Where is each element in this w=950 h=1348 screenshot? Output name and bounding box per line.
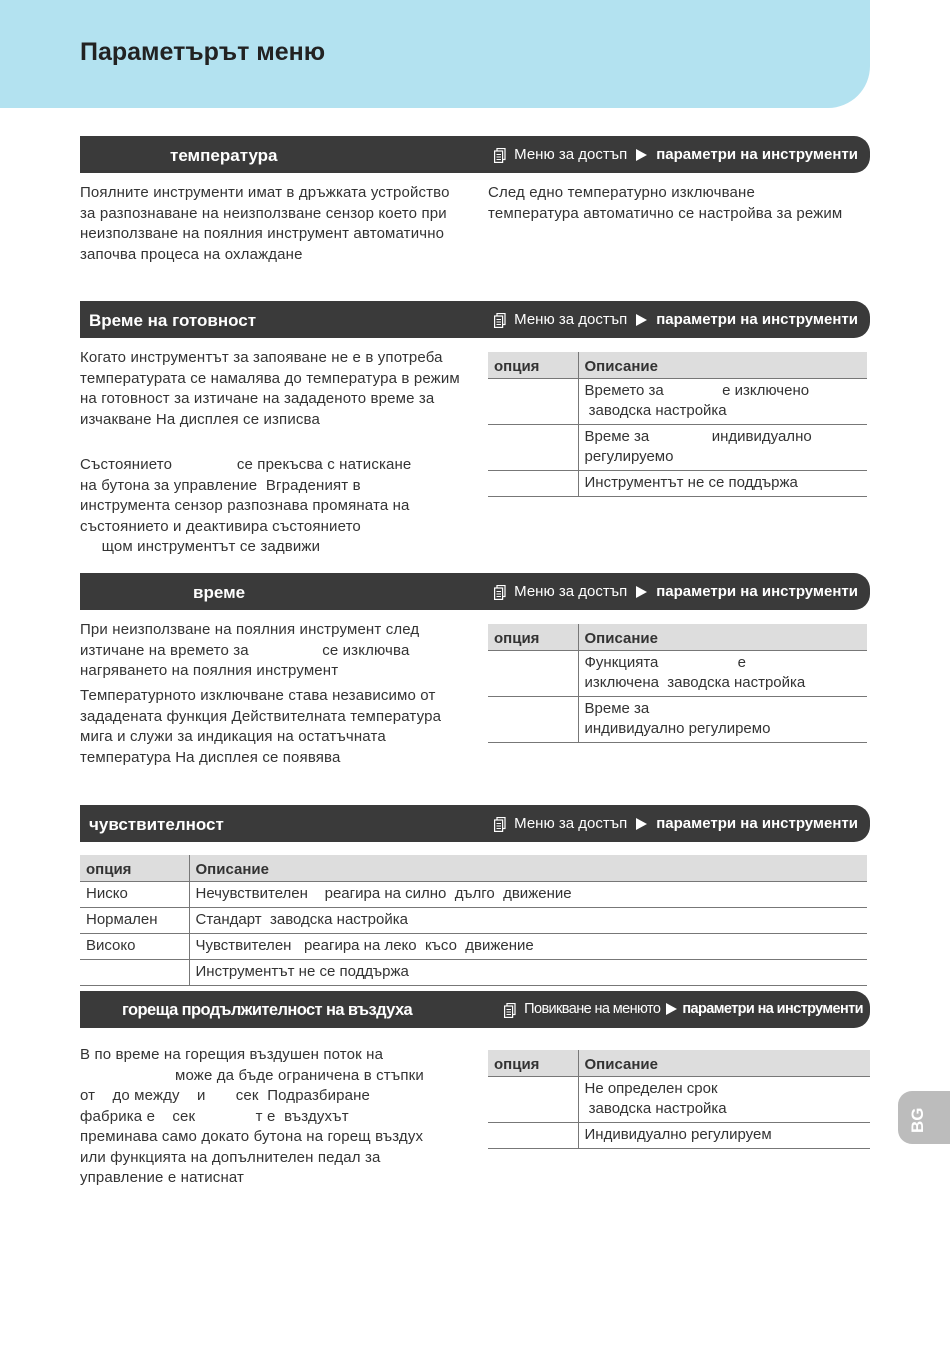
table-header-row bbox=[488, 624, 867, 651]
option-cell: Високо bbox=[80, 934, 189, 960]
hotair-text bbox=[80, 1045, 480, 1189]
access-path: параметри на инструменти bbox=[656, 815, 858, 832]
description-header: Описание bbox=[578, 624, 867, 651]
desc-line: Инструментът не се поддържа bbox=[584, 474, 798, 491]
description-header: Описание bbox=[578, 352, 867, 379]
menu-access-path bbox=[494, 311, 858, 328]
section-bar-sensitivity bbox=[80, 805, 870, 842]
description-header: Описание bbox=[189, 855, 867, 882]
menu-access-path bbox=[494, 815, 858, 832]
section-bar-time bbox=[80, 573, 870, 610]
section-title: температура bbox=[170, 146, 278, 165]
text-line: При неизползване на поялния инструмент след bbox=[80, 621, 420, 638]
desc-line: Време за индивидуално bbox=[584, 428, 812, 445]
option-cell bbox=[80, 960, 189, 986]
menu-icon bbox=[494, 585, 506, 600]
text-line: състоянието и деактивира състоянието bbox=[80, 517, 361, 535]
desc-line: Не определен срок bbox=[584, 1080, 718, 1097]
arrow-right-icon bbox=[636, 818, 647, 830]
menu-access-path bbox=[494, 583, 858, 600]
text-line: от до между и сек Подразбиране bbox=[80, 1087, 371, 1104]
option-cell bbox=[488, 379, 578, 425]
option-cell bbox=[488, 697, 578, 743]
access-label: Меню за достъп bbox=[514, 815, 628, 832]
text-line: Състоянието се прекъсва с натискане bbox=[80, 456, 412, 473]
option-cell bbox=[488, 471, 578, 497]
access-path: параметри на инструменти bbox=[656, 311, 858, 328]
desc-line: заводска настройка bbox=[584, 1100, 727, 1117]
option-header: опция bbox=[488, 1050, 578, 1077]
description-cell bbox=[578, 379, 867, 425]
section-title: време bbox=[193, 583, 246, 602]
menu-icon bbox=[494, 817, 506, 832]
table-row bbox=[488, 1077, 870, 1123]
menu-icon bbox=[494, 148, 506, 163]
option-cell bbox=[488, 425, 578, 471]
description-cell bbox=[578, 651, 867, 697]
arrow-right-icon bbox=[636, 149, 647, 161]
table-row bbox=[80, 960, 867, 986]
temperature-right-text: След едно температурно изключване температура автоматично се настройва за режим bbox=[488, 184, 843, 222]
access-label: Меню за достъп bbox=[514, 146, 628, 163]
sensitivity-options-table bbox=[80, 855, 867, 986]
desc-line: заводска настройка bbox=[584, 402, 727, 419]
desc-line: Индивидуално регулируем bbox=[584, 1126, 772, 1143]
menu-access-path bbox=[494, 146, 858, 163]
arrow-right-icon bbox=[636, 314, 647, 326]
table-row bbox=[488, 425, 867, 471]
description-cell: Инструментът не се поддържа bbox=[189, 960, 867, 986]
text-line: инструмента сензор разпознава промяната на bbox=[80, 497, 410, 514]
table-row bbox=[488, 471, 867, 497]
access-label: Меню за достъп bbox=[514, 311, 628, 328]
section-bar-standby bbox=[80, 301, 870, 338]
access-path: параметри на инструменти bbox=[656, 146, 858, 163]
access-label: Меню за достъп bbox=[514, 583, 628, 600]
access-path: параметри на инструменти bbox=[682, 1001, 863, 1017]
description-cell bbox=[578, 471, 867, 497]
text-line: изтичане на времето за се изключва bbox=[80, 641, 410, 659]
temperature-left-text: Поялните инструменти имат в дръжката устройство за разпознаване на неизползване сензор което при неизползване на поялния инструмент автоматично започва процеса на охлаждане bbox=[80, 184, 450, 263]
description-cell: Чувствителен реагира на леко късо движение bbox=[189, 934, 867, 960]
option-cell: Нормален bbox=[80, 908, 189, 934]
menu-icon bbox=[494, 313, 506, 328]
text-line: преминава само докато бутона на горещ въздух bbox=[80, 1128, 424, 1145]
desc-line: Функцията е bbox=[584, 654, 746, 671]
desc-line: индивидуално регулиремо bbox=[584, 720, 771, 737]
access-path: параметри на инструменти bbox=[656, 583, 858, 600]
hotair-options-table bbox=[488, 1050, 870, 1149]
table-row bbox=[488, 379, 867, 425]
desc-line: регулируемо bbox=[584, 448, 674, 465]
table-header-row bbox=[80, 855, 867, 882]
arrow-right-icon bbox=[636, 586, 647, 598]
option-header: опция bbox=[80, 855, 189, 882]
page-title: Параметърът меню bbox=[80, 38, 326, 66]
option-cell bbox=[488, 1077, 578, 1123]
standby-text-1: Когато инструментът за запояване не е в употреба температурата се намалява до температура в режим на готовност за изтичане на зададеното време за изчакване На дисплея се изписва bbox=[80, 349, 460, 428]
description-cell: Нечувствителен реагира на силно дълго движение bbox=[189, 882, 867, 908]
arrow-right-icon bbox=[666, 1003, 677, 1015]
option-cell bbox=[488, 1123, 578, 1149]
description-header: Описание bbox=[578, 1050, 870, 1077]
description-cell bbox=[578, 1123, 870, 1149]
text-line: В по време на горещия въздушен поток на bbox=[80, 1046, 384, 1063]
text-line: управление е натиснат bbox=[80, 1169, 245, 1186]
option-cell: Ниско bbox=[80, 882, 189, 908]
text-line: фабрика е сек т е въздухът bbox=[80, 1107, 349, 1125]
time-options-table bbox=[488, 624, 867, 743]
table-header-row bbox=[488, 1050, 870, 1077]
table-row bbox=[80, 908, 867, 934]
menu-access-path bbox=[504, 1001, 863, 1017]
time-text-1 bbox=[80, 620, 480, 682]
option-header: опция bbox=[488, 624, 578, 651]
standby-text-2 bbox=[80, 455, 480, 558]
desc-line: изключена заводска настройка bbox=[584, 674, 806, 691]
description-cell bbox=[578, 697, 867, 743]
time-text-2: Температурното изключване става независимо от зададената функция Действителната температура мига и служи за индикация на остатъчната температура На дисплея се появява bbox=[80, 687, 442, 766]
language-tab-label: BG bbox=[908, 1107, 927, 1133]
text-line: или функцията на допълнителен педал за bbox=[80, 1148, 381, 1166]
desc-line: Време за bbox=[584, 700, 650, 717]
section-title: Време на готовност bbox=[89, 311, 257, 330]
description-cell bbox=[578, 1077, 870, 1123]
option-cell bbox=[488, 651, 578, 697]
table-row bbox=[488, 1123, 870, 1149]
description-cell: Стандарт заводска настройка bbox=[189, 908, 867, 934]
access-label: Повикване на менюто bbox=[524, 1001, 661, 1017]
desc-line: Времето за е изключено bbox=[584, 382, 810, 399]
section-title: гореща продължителност на въздуха bbox=[122, 1001, 413, 1019]
table-row bbox=[80, 882, 867, 908]
text-line: нагряването на поялния инструмент bbox=[80, 662, 339, 679]
description-cell bbox=[578, 425, 867, 471]
section-bar-temperature bbox=[80, 136, 870, 173]
table-row bbox=[80, 934, 867, 960]
text-line: на бутона за управление Вграденият в bbox=[80, 476, 361, 494]
option-header: опция bbox=[488, 352, 578, 379]
section-bar-hotair bbox=[80, 991, 870, 1028]
standby-options-table bbox=[488, 352, 867, 497]
section-title: чувствителност bbox=[89, 815, 224, 834]
text-line: щом инструментът се задвижи bbox=[80, 538, 321, 555]
table-header-row bbox=[488, 352, 867, 379]
table-row bbox=[488, 697, 867, 743]
table-row bbox=[488, 651, 867, 697]
menu-icon bbox=[504, 1003, 516, 1018]
text-line: може да бъде ограничена в стъпки bbox=[80, 1066, 424, 1084]
